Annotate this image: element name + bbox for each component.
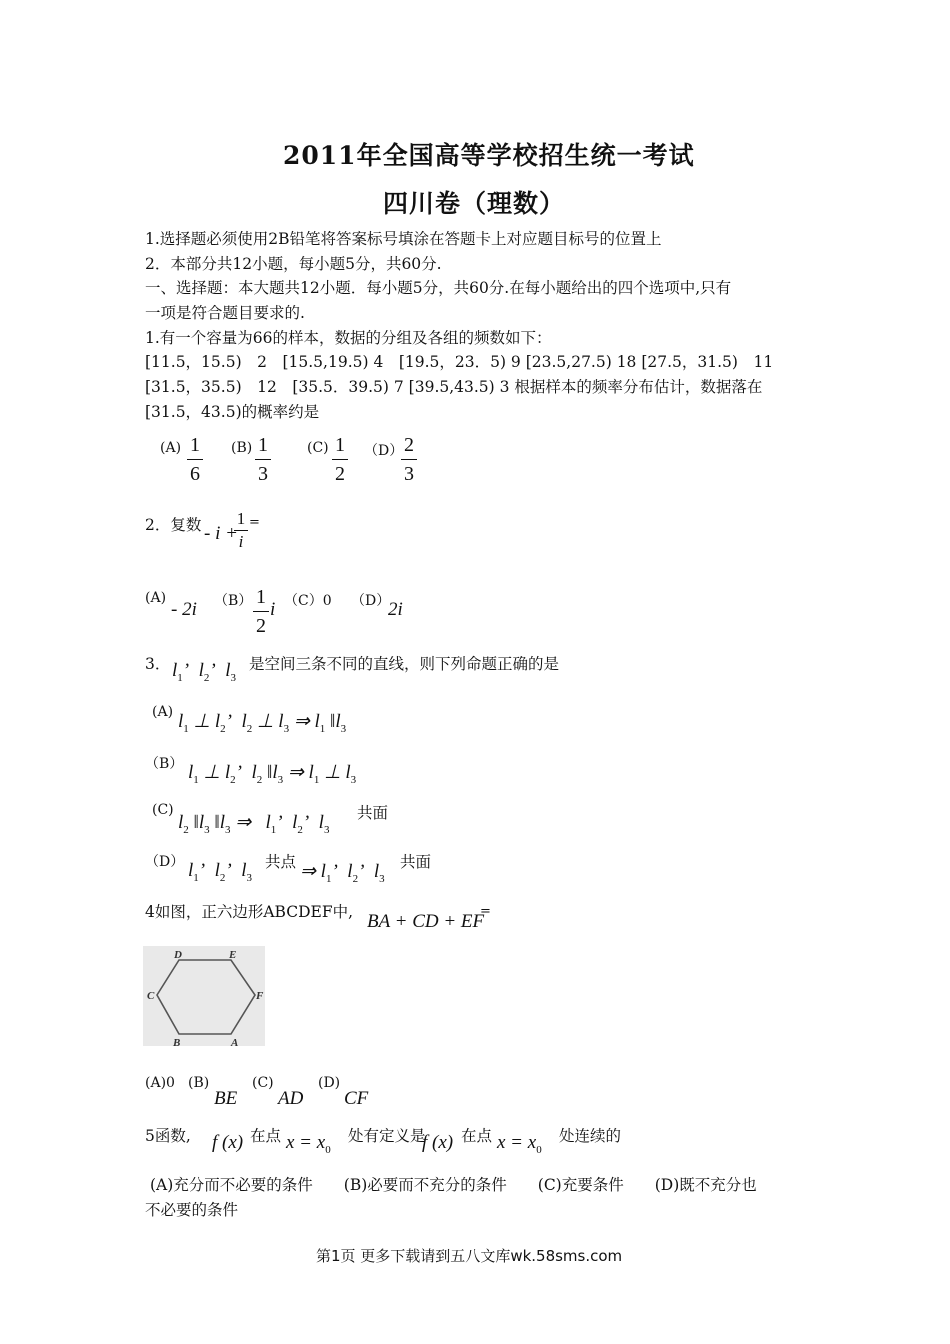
q1-option-c-fraction [331,434,349,485]
q2-expression: - i + [204,523,238,544]
q1-line1: 1.有一个容量为66的样本，数据的分组及各组的频数如下： [145,329,552,347]
q3-option-c: $l_2$ $‖l_3$ $‖l_3$ ⇒ $l_1$’ $l_2$’ $l_3$ [178,812,330,836]
q3-option-c-label: (C) [152,802,174,818]
q5-options-line1: (A)充分而不必要的条件 (B)必要而不充分的条件 (C)充要条件 (D)既不充分也 [150,1176,757,1194]
q2-fraction [234,510,248,551]
section-heading-line2: 一项是符合题目要求的. [145,304,305,322]
q4-option-c: AD [278,1088,304,1109]
q5-at-point-1: 在点 [250,1127,282,1145]
q2-option-a-label: (A) [145,590,167,606]
vertex-label-a: A [231,1037,239,1046]
q3-option-b: $l_1$ ⊥ $l_2$’ $l_2$ $‖l_3$ ⇒ $l_1$ ⊥ $l_3$ [188,762,357,786]
q5-defined: 处有定义是 [348,1127,426,1145]
q4-option-b: BE [214,1088,238,1109]
q2-stem: 2．复数 [145,516,202,534]
q2-option-b-fraction [252,586,270,637]
hexagon-shape [157,960,255,1034]
numerator: 1 [236,509,246,528]
q3-option-d: $l_1$’ $l_2$’ $l_3$ [188,860,252,884]
hexagon-figure [143,946,265,1046]
q2-option-c: （C）0 [284,593,332,609]
numerator: 1 [190,434,200,456]
vertex-label-e: E [229,949,237,961]
q2-option-b-label: （B） [214,593,253,609]
denominator: 3 [258,463,268,485]
line-symbol: l [225,660,231,681]
q5-at-point-2: 在点 [461,1127,493,1145]
q1-option-d-label: （D） [364,443,404,459]
subscript: 3 [230,671,236,684]
vertex-label-f: F [256,990,264,1002]
q3-option-d-coplanar: 共面 [400,853,432,871]
instruction-2: 2．本部分共12小题，每小题5分，共60分. [145,255,442,273]
q4-stem: 4如图，正六边形ABCDEF中, [145,903,354,921]
q3-option-d-label: （D） [145,854,185,870]
q5-fx-2: f (x) [422,1132,454,1153]
q4-expression: BA + CD + EF [367,911,485,932]
section-heading-line1: 一、选择题：本大题共12小题．每小题5分，共60分.在每小题给出的四个选项中,只有 [145,279,732,297]
subscript: 1 [177,671,183,684]
q2-option-b-var: i [270,599,276,620]
denominator: 2 [335,463,345,485]
q5-stem: 5函数, [145,1127,191,1145]
q4-option-d: CF [344,1088,369,1109]
separator: ’ [209,660,216,681]
q3-option-a: $l_1$ ⊥ $l_2$’ $l_2$ ⊥ $l_3$ ⇒ $l_1$ $‖l_3$ [178,711,347,735]
q1-option-d-fraction [400,434,418,485]
q1-option-b-label: (B) [231,440,253,456]
page-footer: 第1页 更多下载请到五八文库wk.58sms.com [316,1247,623,1265]
q3-option-c-coplanar: 共面 [357,804,389,822]
line-symbol: l [198,660,204,681]
q3-stem-text: 是空间三条不同的直线，则下列命题正确的是 [249,655,560,673]
separator: ’ [182,660,190,681]
q3-stem-number: 3． [145,655,171,673]
denominator: 3 [404,463,414,485]
q4-option-c-label: (C) [252,1075,274,1091]
instruction-1: 1.选择题必须使用2B铅笔将答案标号填涂在答题卡上对应题目标号的位置上 [145,230,662,248]
hexagon-diagram [143,946,265,1046]
q1-option-a-fraction [186,434,204,485]
q4-equals: = [480,904,491,919]
vertex-label-b: B [173,1037,181,1046]
q2-equals: = [249,515,260,530]
q2-option-d: 2i [388,599,403,620]
q2-option-a: - 2i [171,599,197,620]
numerator: 1 [335,434,345,456]
numerator: 1 [258,434,268,456]
q4-option-d-label: (D) [318,1075,341,1091]
q1-line3: [31.5，35.5) 12 [35.5．39.5) 7 [39.5,43.5) 3 根据样本的频率分布估计，数据落在 [145,378,763,396]
page-title: 2011年全国高等学校招生统一考试 [283,141,695,170]
vertex-label-d: D [174,949,182,961]
numerator: 2 [404,434,414,456]
q1-line4: [31.5，43.5)的概率约是 [145,403,320,421]
denominator: i [238,532,244,551]
q1-option-a-label: (A) [160,440,182,456]
q1-line2: [11.5，15.5) 2 [15.5,19.5) 4 [19.5，23．5) 9 [23.5,27.5) 18 [27.5，31.5) 11 [145,353,774,371]
denominator: 6 [190,463,200,485]
subscript: 2 [203,671,210,684]
q1-option-c-label: (C) [307,440,329,456]
q5-x-equals-1: $x = x_0$ [286,1132,331,1156]
q4-option-a: (A)0 [145,1075,175,1091]
q3-option-b-label: （B） [145,756,184,772]
q3-option-d-conclusion: ⇒ $l_1$’ $l_2$’ $l_3$ [300,861,385,885]
vertex-label-c: C [147,990,155,1002]
q5-continuous: 处连续的 [559,1127,622,1145]
line-symbol: l [172,660,178,681]
denominator: 2 [256,615,266,637]
q5-x-equals-2: $x = x_0$ [497,1132,542,1156]
numerator: 1 [256,586,266,608]
q5-fx-1: f (x) [212,1132,244,1153]
q3-option-a-label: (A) [152,704,174,720]
q4-option-b-label: (B) [188,1075,210,1091]
q2-option-d-label: （D） [351,593,391,609]
q3-option-d-concurrent: 共点 [265,853,297,871]
q1-option-b-fraction [254,434,272,485]
q5-options-line2: 不必要的条件 [145,1201,239,1219]
q3-lines [172,660,236,684]
page-subtitle: 四川卷（理数） [383,189,566,218]
